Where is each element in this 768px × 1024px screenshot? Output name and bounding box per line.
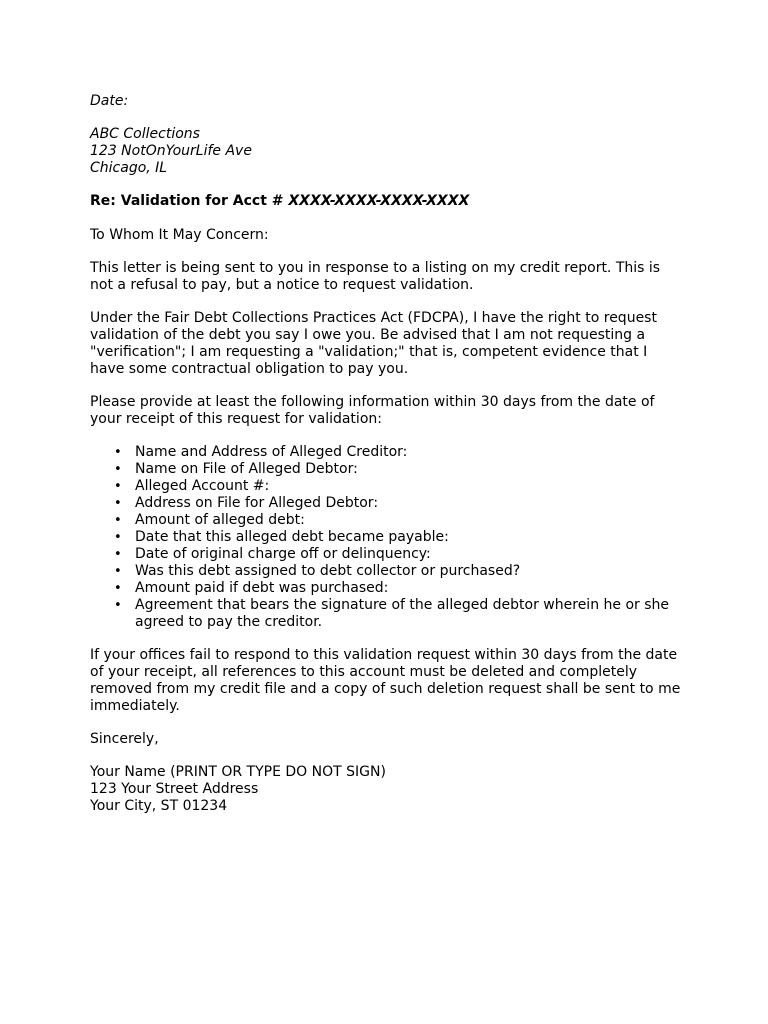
list-item-text: Date of original charge off or delinquency:: [135, 546, 431, 562]
list-item-text: Amount of alleged debt:: [135, 512, 305, 528]
paragraph-line: This letter is being sent to you in response to a listing on my credit report. This is: [90, 260, 661, 276]
subject-prefix: Re: Validation for Acct #: [90, 193, 289, 209]
sender-block: [90, 764, 690, 815]
list-item-text-continued: agreed to pay the creditor.: [135, 614, 323, 630]
list-item-text: Agreement that bears the signature of the alleged debtor wherein he or she: [135, 597, 670, 613]
paragraph-line: not a refusal to pay, but a notice to request validation.: [90, 277, 474, 293]
paragraph-intro: [90, 260, 690, 294]
paragraph-deadline: [90, 647, 690, 715]
paragraph-line: validation of the debt you say I owe you. Be advised that I am not requesting a: [90, 327, 646, 343]
account-number: XXXX-XXXX-XXXX-XXXX: [288, 193, 470, 209]
bullet-icon: •: [114, 598, 122, 613]
bullet-icon: •: [114, 479, 122, 494]
closing: Sincerely,: [90, 731, 159, 747]
recipient-name: ABC Collections: [90, 126, 200, 142]
paragraph-line: removed from my credit file and a copy of such deletion request shall be sent to me: [90, 681, 681, 697]
recipient-address: [90, 126, 690, 177]
list-item: [90, 444, 690, 461]
paragraph-line: Please provide at least the following information within 30 days from the date of: [90, 394, 655, 410]
subject-line: [90, 193, 690, 210]
letter-body: [90, 93, 690, 815]
list-item: [90, 580, 690, 597]
list-item-text: Alleged Account #:: [135, 478, 270, 494]
paragraph-fdcpa: [90, 310, 690, 378]
bullet-icon: •: [114, 547, 122, 562]
paragraph-request: [90, 394, 690, 428]
list-item-text: Name on File of Alleged Debtor:: [135, 461, 358, 477]
list-item-text: Was this debt assigned to debt collector or purchased?: [135, 563, 521, 579]
sender-street: 123 Your Street Address: [90, 781, 259, 797]
list-item: [90, 597, 690, 631]
bullet-icon: •: [114, 496, 122, 511]
paragraph-line: If your offices fail to respond to this validation request within 30 days from the date: [90, 647, 678, 663]
bullet-icon: •: [114, 462, 122, 477]
bullet-icon: •: [114, 581, 122, 596]
recipient-city: Chicago, IL: [90, 160, 168, 176]
recipient-street: 123 NotOnYourLife Ave: [90, 143, 252, 159]
list-item-text: Address on File for Alleged Debtor:: [135, 495, 379, 511]
paragraph-line: have some contractual obligation to pay you.: [90, 361, 409, 377]
list-item-text: Name and Address of Alleged Creditor:: [135, 444, 408, 460]
bullet-icon: •: [114, 530, 122, 545]
sender-city: Your City, ST 01234: [90, 798, 228, 814]
bullet-icon: •: [114, 564, 122, 579]
paragraph-line: Under the Fair Debt Collections Practices Act (FDCPA), I have the right to request: [90, 310, 657, 326]
sender-name: Your Name (PRINT OR TYPE DO NOT SIGN): [90, 764, 386, 780]
list-item-text: Date that this alleged debt became payable:: [135, 529, 449, 545]
list-item: [90, 529, 690, 546]
paragraph-line: "verification"; I am requesting a "validation;" that is, competent evidence that I: [90, 344, 648, 360]
date-label: Date:: [90, 93, 129, 109]
bullet-icon: •: [114, 445, 122, 460]
paragraph-line: immediately.: [90, 698, 180, 714]
requested-info-list: [90, 444, 690, 631]
list-item: [90, 563, 690, 580]
list-item: [90, 512, 690, 529]
paragraph-line: of your receipt, all references to this account must be deleted and completely: [90, 664, 638, 680]
bullet-icon: •: [114, 513, 122, 528]
list-item: [90, 495, 690, 512]
list-item-text: Amount paid if debt was purchased:: [135, 580, 389, 596]
list-item: [90, 546, 690, 563]
list-item: [90, 478, 690, 495]
salutation: To Whom It May Concern:: [90, 227, 269, 243]
paragraph-line: your receipt of this request for validation:: [90, 411, 382, 427]
list-item: [90, 461, 690, 478]
